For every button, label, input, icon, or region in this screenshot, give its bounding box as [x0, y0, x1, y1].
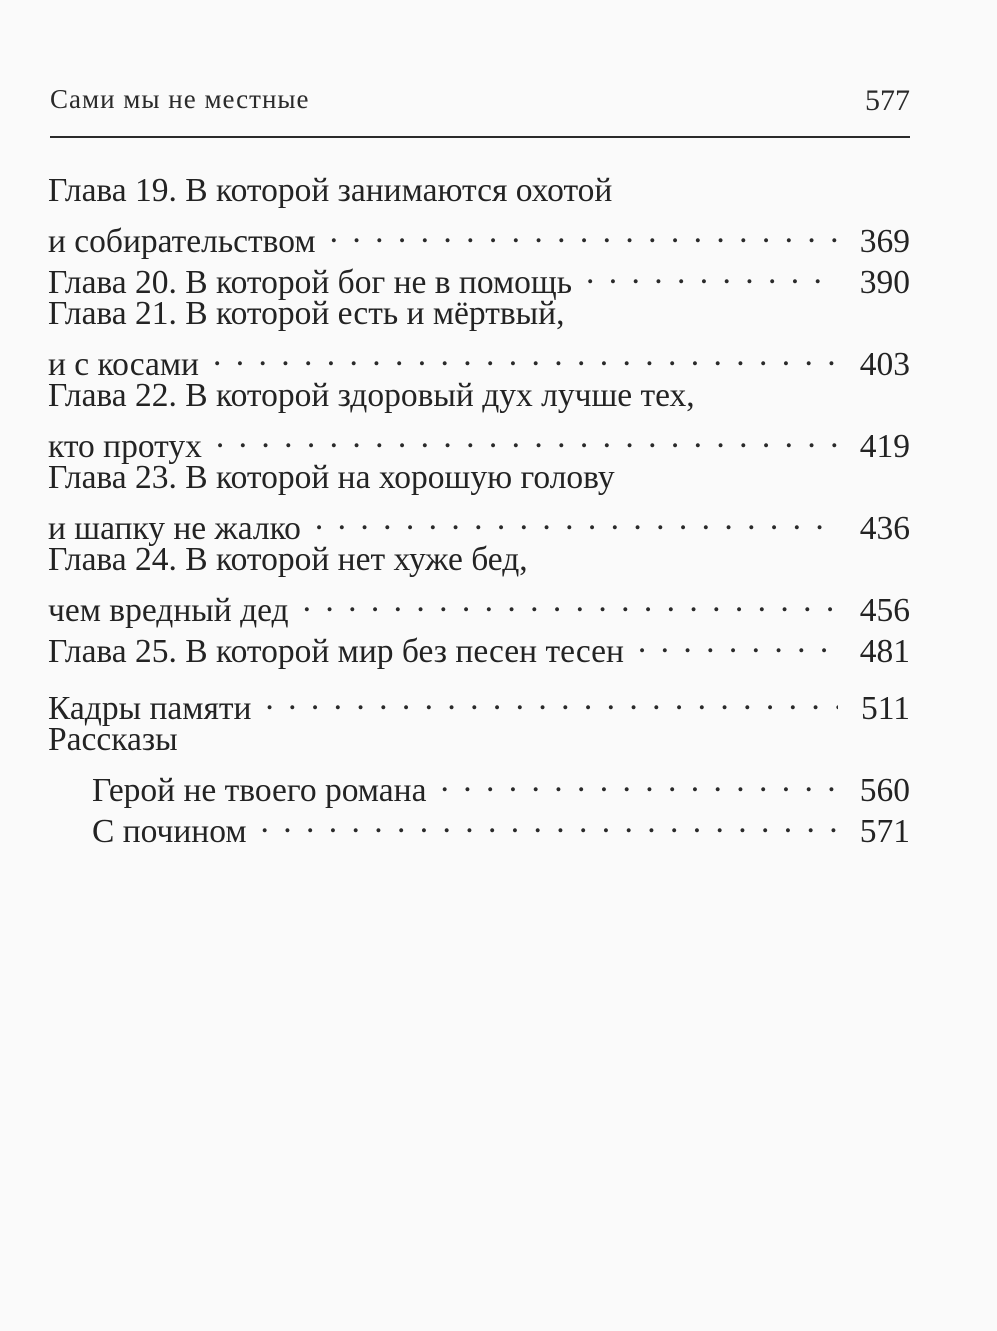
toc-section-heading: Рассказы: [48, 721, 178, 758]
toc-entry-ch21: [48, 334, 910, 383]
toc-entry-text: и шапку не жалко: [48, 510, 301, 547]
toc-page-number: 419: [859, 428, 910, 465]
toc-entry-text: Глава 19. В которой занимаются охотой: [48, 172, 613, 209]
toc-page-number: 511: [860, 690, 910, 727]
toc-entry-ch22-title: [48, 375, 910, 416]
dot-leader: [213, 334, 838, 375]
toc-page-number: 403: [859, 346, 910, 383]
dot-leader: [440, 760, 838, 801]
toc-entry-stories: [48, 719, 910, 760]
toc-entry-ch24-title: [48, 539, 910, 580]
table-of-contents: [48, 170, 910, 850]
dot-leader: [586, 252, 838, 293]
toc-entry-story1: [48, 760, 910, 809]
toc-entry-text: Герой не твоего романа: [92, 772, 427, 809]
toc-entry-ch24: [48, 580, 910, 629]
toc-entry-text: Глава 25. В которой мир без песен тесен: [48, 633, 624, 670]
toc-entry-ch21-title: [48, 293, 910, 334]
toc-entry-ch23-title: [48, 457, 910, 498]
dot-leader: [330, 211, 838, 252]
toc-page-number: 436: [859, 510, 910, 547]
toc-entry-text: Глава 21. В которой есть и мёртвый,: [48, 295, 565, 332]
toc-page-number: 369: [859, 223, 910, 260]
dot-leader: [216, 416, 838, 457]
toc-entry-text: Глава 22. В которой здоровый дух лучше тех,: [48, 377, 695, 414]
toc-entry-text: Глава 24. В которой нет хуже бед,: [48, 541, 528, 578]
dot-leader: [303, 580, 838, 621]
toc-entry-ch19-title: [48, 170, 910, 211]
toc-entry-text: Глава 23. В которой на хорошую голову: [48, 459, 615, 496]
page-number: 577: [865, 84, 910, 117]
dot-leader: [638, 621, 838, 662]
toc-entry-text: и собирательством: [48, 223, 316, 260]
dot-leader: [265, 678, 838, 719]
toc-entry-text: и с косами: [48, 346, 199, 383]
toc-entry-text: Кадры памяти: [48, 690, 252, 727]
running-title: Сами мы не местные: [50, 84, 310, 114]
toc-entry-text: С почином: [92, 813, 247, 850]
toc-entry-text: Глава 20. В которой бог не в помощь: [48, 264, 572, 301]
toc-page-number: 390: [859, 264, 910, 301]
toc-entry-ch23: [48, 498, 910, 547]
toc-page-number: 456: [859, 592, 910, 629]
toc-page-number: 560: [859, 772, 910, 809]
dot-leader: [315, 498, 838, 539]
toc-entry-text: кто протух: [48, 428, 202, 465]
toc-entry-ch22: [48, 416, 910, 465]
toc-page-number: 571: [859, 813, 910, 850]
toc-entry-text: чем вредный дед: [48, 592, 289, 629]
toc-page-number: 481: [859, 633, 910, 670]
dot-leader: [261, 801, 838, 842]
page-header: [50, 76, 910, 138]
toc-entry-ch19: [48, 211, 910, 260]
toc-entry-memory: [48, 678, 910, 727]
